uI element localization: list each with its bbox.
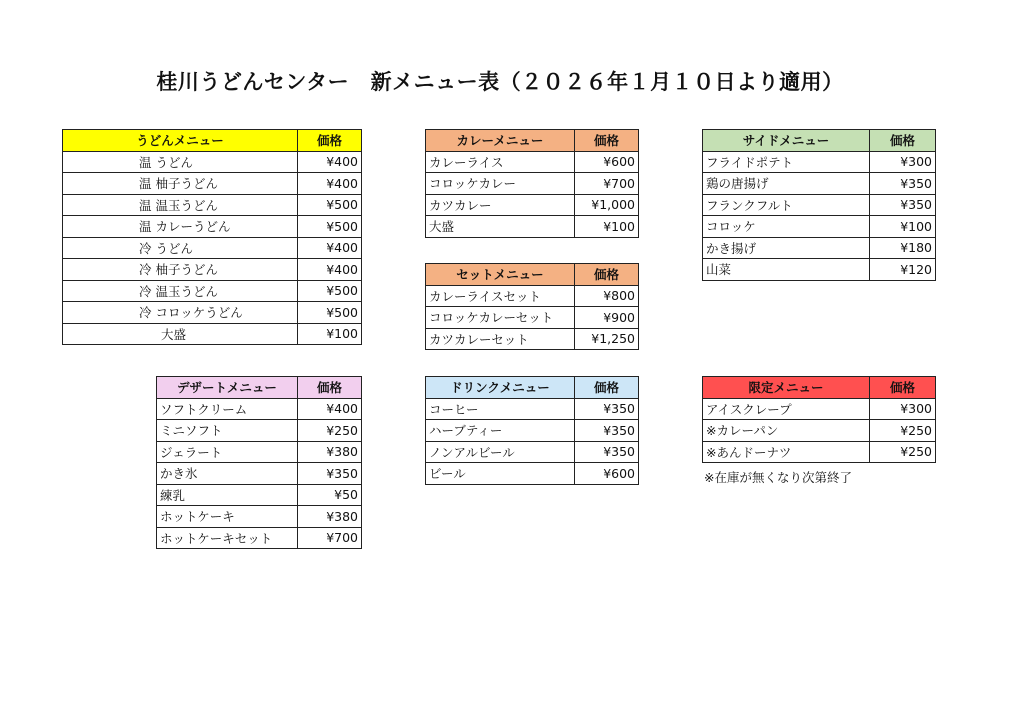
- dessert-menu-row: [157, 398, 362, 420]
- item-name: 冷 柚子うどん: [63, 259, 298, 281]
- side-menu-row: [703, 259, 936, 281]
- curry-menu-row: [426, 194, 639, 216]
- item-price: ¥350: [575, 420, 639, 442]
- side-menu-row: [703, 194, 936, 216]
- set-menu-row: [426, 285, 639, 307]
- drink-menu-row: [426, 420, 639, 442]
- item-price: ¥1,250: [575, 328, 639, 350]
- item-price: ¥900: [575, 307, 639, 329]
- page-title: 桂川うどんセンター 新メニュー表（２０２６年１月１０日より適用）: [156, 70, 844, 94]
- item-name: 鶏の唐揚げ: [703, 173, 870, 195]
- limited-price-header: 価格: [870, 377, 936, 399]
- item-name: ハーブティー: [426, 420, 575, 442]
- item-name: かき揚げ: [703, 237, 870, 259]
- item-name: ホットケーキセット: [157, 527, 298, 549]
- item-name: ノンアルビール: [426, 441, 575, 463]
- item-price: ¥50: [298, 484, 362, 506]
- udon-menu-row: [63, 280, 362, 302]
- udon-menu-row: [63, 216, 362, 238]
- item-name: 温 柚子うどん: [63, 173, 298, 195]
- udon-menu-row: [63, 302, 362, 324]
- item-name: 大盛: [426, 216, 575, 238]
- item-price: ¥350: [870, 173, 936, 195]
- item-price: ¥800: [575, 285, 639, 307]
- item-price: ¥400: [298, 398, 362, 420]
- item-name: フランクフルト: [703, 194, 870, 216]
- item-price: ¥1,000: [575, 194, 639, 216]
- set-menu-table: [425, 263, 639, 350]
- item-name: 練乳: [157, 484, 298, 506]
- item-price: ¥500: [298, 194, 362, 216]
- item-price: ¥350: [575, 398, 639, 420]
- side-price-header: 価格: [870, 130, 936, 152]
- side-menu-row: [703, 216, 936, 238]
- curry-menu-header: カレーメニュー: [426, 130, 575, 152]
- item-price: ¥600: [575, 463, 639, 485]
- dessert-menu-table: [156, 376, 362, 549]
- drink-menu-row: [426, 463, 639, 485]
- limited-stock-note: ※在庫が無くなり次第終了: [704, 470, 852, 485]
- dessert-menu-row: [157, 484, 362, 506]
- item-name: ※カレーパン: [703, 420, 870, 442]
- item-name: コーヒー: [426, 398, 575, 420]
- udon-menu-row: [63, 237, 362, 259]
- item-price: ¥300: [870, 398, 936, 420]
- set-menu-row: [426, 328, 639, 350]
- item-price: ¥400: [298, 151, 362, 173]
- set-menu-header: セットメニュー: [426, 264, 575, 286]
- set-price-header: 価格: [575, 264, 639, 286]
- item-name: ホットケーキ: [157, 506, 298, 528]
- limited-menu-row: [703, 441, 936, 463]
- item-price: ¥300: [870, 151, 936, 173]
- curry-price-header: 価格: [575, 130, 639, 152]
- udon-menu-header: うどんメニュー: [63, 130, 298, 152]
- item-name: 冷 温玉うどん: [63, 280, 298, 302]
- item-name: カツカレーセット: [426, 328, 575, 350]
- curry-menu-row: [426, 151, 639, 173]
- drink-menu-table: [425, 376, 639, 485]
- side-menu-table: [702, 129, 936, 281]
- drink-menu-header: ドリンクメニュー: [426, 377, 575, 399]
- item-price: ¥180: [870, 237, 936, 259]
- item-price: ¥350: [575, 441, 639, 463]
- item-name: コロッケカレー: [426, 173, 575, 195]
- udon-menu-row: [63, 151, 362, 173]
- curry-menu-row: [426, 173, 639, 195]
- dessert-menu-header: デザートメニュー: [157, 377, 298, 399]
- item-name: フライドポテト: [703, 151, 870, 173]
- item-name: カレーライス: [426, 151, 575, 173]
- item-price: ¥700: [298, 527, 362, 549]
- dessert-menu-row: [157, 506, 362, 528]
- item-price: ¥600: [575, 151, 639, 173]
- item-name: 温 カレーうどん: [63, 216, 298, 238]
- udon-menu-table: [62, 129, 362, 345]
- side-menu-header: サイドメニュー: [703, 130, 870, 152]
- item-price: ¥500: [298, 216, 362, 238]
- item-name: ビール: [426, 463, 575, 485]
- item-name: 冷 うどん: [63, 237, 298, 259]
- item-price: ¥350: [870, 194, 936, 216]
- item-price: ¥400: [298, 237, 362, 259]
- side-menu-row: [703, 237, 936, 259]
- item-price: ¥350: [298, 463, 362, 485]
- item-price: ¥100: [298, 323, 362, 345]
- item-name: カツカレー: [426, 194, 575, 216]
- item-name: アイスクレープ: [703, 398, 870, 420]
- item-name: かき氷: [157, 463, 298, 485]
- item-price: ¥250: [870, 441, 936, 463]
- item-price: ¥250: [870, 420, 936, 442]
- dessert-menu-row: [157, 463, 362, 485]
- item-name: カレーライスセット: [426, 285, 575, 307]
- item-price: ¥700: [575, 173, 639, 195]
- item-price: ¥250: [298, 420, 362, 442]
- item-name: 大盛: [63, 323, 298, 345]
- udon-menu-row: [63, 259, 362, 281]
- item-price: ¥380: [298, 506, 362, 528]
- dessert-price-header: 価格: [298, 377, 362, 399]
- item-price: ¥380: [298, 441, 362, 463]
- item-price: ¥100: [870, 216, 936, 238]
- item-price: ¥400: [298, 173, 362, 195]
- item-price: ¥100: [575, 216, 639, 238]
- udon-menu-row: [63, 173, 362, 195]
- item-name: 温 うどん: [63, 151, 298, 173]
- item-name: 山菜: [703, 259, 870, 281]
- item-price: ¥500: [298, 302, 362, 324]
- dessert-menu-row: [157, 420, 362, 442]
- item-name: コロッケ: [703, 216, 870, 238]
- item-name: ジェラート: [157, 441, 298, 463]
- curry-menu-table: [425, 129, 639, 238]
- item-price: ¥400: [298, 259, 362, 281]
- limited-menu-row: [703, 398, 936, 420]
- dessert-menu-row: [157, 441, 362, 463]
- set-menu-row: [426, 307, 639, 329]
- curry-menu-row: [426, 216, 639, 238]
- udon-price-header: 価格: [298, 130, 362, 152]
- item-name: ミニソフト: [157, 420, 298, 442]
- item-price: ¥120: [870, 259, 936, 281]
- limited-menu-row: [703, 420, 936, 442]
- side-menu-row: [703, 173, 936, 195]
- item-name: 温 温玉うどん: [63, 194, 298, 216]
- drink-menu-row: [426, 398, 639, 420]
- limited-menu-header: 限定メニュー: [703, 377, 870, 399]
- side-menu-row: [703, 151, 936, 173]
- udon-menu-row: [63, 194, 362, 216]
- udon-menu-row: [63, 323, 362, 345]
- drink-price-header: 価格: [575, 377, 639, 399]
- item-name: コロッケカレーセット: [426, 307, 575, 329]
- item-name: 冷 コロッケうどん: [63, 302, 298, 324]
- dessert-menu-row: [157, 527, 362, 549]
- limited-menu-table: [702, 376, 936, 463]
- item-price: ¥500: [298, 280, 362, 302]
- drink-menu-row: [426, 441, 639, 463]
- item-name: ソフトクリーム: [157, 398, 298, 420]
- item-name: ※あんドーナツ: [703, 441, 870, 463]
